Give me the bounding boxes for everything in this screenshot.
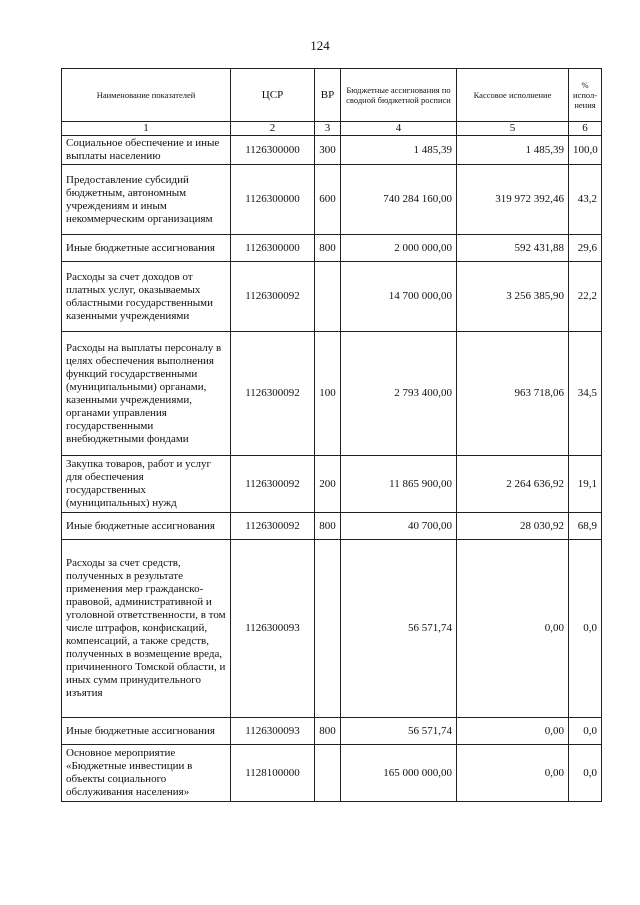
row-name: Предоставление субсидий бюджетным, автономным учреждениям и иным некоммерческим организациям xyxy=(62,165,231,235)
row-pct: 0,0 xyxy=(569,718,602,745)
header-csr: ЦСР xyxy=(231,69,315,122)
column-number: 4 xyxy=(341,122,457,136)
row-budget: 2 793 400,00 xyxy=(341,332,457,456)
row-csr: 1126300093 xyxy=(231,540,315,718)
row-pct: 19,1 xyxy=(569,456,602,513)
table-row xyxy=(62,262,602,332)
row-vr: 300 xyxy=(315,136,341,165)
table-row xyxy=(62,513,602,540)
row-pct: 68,9 xyxy=(569,513,602,540)
row-csr: 1126300000 xyxy=(231,136,315,165)
row-budget: 11 865 900,00 xyxy=(341,456,457,513)
row-vr: 200 xyxy=(315,456,341,513)
column-number: 6 xyxy=(569,122,602,136)
row-pct: 29,6 xyxy=(569,235,602,262)
row-budget: 40 700,00 xyxy=(341,513,457,540)
row-vr xyxy=(315,745,341,802)
table-row xyxy=(62,165,602,235)
row-pct: 43,2 xyxy=(569,165,602,235)
page-number: 124 xyxy=(310,38,330,53)
row-budget: 740 284 160,00 xyxy=(341,165,457,235)
row-name: Расходы за счет доходов от платных услуг, оказываемых областными государственными казенными учреждениями xyxy=(62,262,231,332)
row-pct: 100,0 xyxy=(569,136,602,165)
row-cash: 963 718,06 xyxy=(457,332,569,456)
column-number: 5 xyxy=(457,122,569,136)
row-csr: 1126300000 xyxy=(231,235,315,262)
row-csr: 1126300092 xyxy=(231,456,315,513)
row-budget: 56 571,74 xyxy=(341,718,457,745)
row-budget: 165 000 000,00 xyxy=(341,745,457,802)
row-name: Основное мероприятие «Бюджетные инвестиции в объекты социального обслуживания населения» xyxy=(62,745,231,802)
row-pct: 22,2 xyxy=(569,262,602,332)
table-row xyxy=(62,235,602,262)
column-number: 3 xyxy=(315,122,341,136)
row-csr: 1126300092 xyxy=(231,513,315,540)
table-row xyxy=(62,718,602,745)
row-cash: 0,00 xyxy=(457,745,569,802)
row-cash: 2 264 636,92 xyxy=(457,456,569,513)
row-name: Социальное обеспечение и иные выплаты населению xyxy=(62,136,231,165)
budget-execution-table xyxy=(61,68,602,802)
row-vr: 800 xyxy=(315,718,341,745)
row-name: Иные бюджетные ассигнования xyxy=(62,235,231,262)
row-pct: 0,0 xyxy=(569,745,602,802)
header-pct: % испол-нения xyxy=(569,69,602,122)
row-pct: 0,0 xyxy=(569,540,602,718)
row-name: Закупка товаров, работ и услуг для обеспечения государственных (муниципальных) нужд xyxy=(62,456,231,513)
header-row xyxy=(62,69,602,122)
row-csr: 1128100000 xyxy=(231,745,315,802)
table-row xyxy=(62,540,602,718)
column-number: 2 xyxy=(231,122,315,136)
row-csr: 1126300092 xyxy=(231,332,315,456)
row-name: Иные бюджетные ассигнования xyxy=(62,513,231,540)
column-number-row xyxy=(62,122,602,136)
row-name: Расходы за счет средств, полученных в результате применения мер гражданско-правовой, административной и уголовной ответственности, в том числе штрафов, конфискаций, компенсаций, а также средств, полученных в возмещение вреда, причиненного Томской области, и иных сумм принудительного изъятия xyxy=(62,540,231,718)
row-budget: 14 700 000,00 xyxy=(341,262,457,332)
row-cash: 28 030,92 xyxy=(457,513,569,540)
table-row xyxy=(62,136,602,165)
row-name: Иные бюджетные ассигнования xyxy=(62,718,231,745)
row-vr: 100 xyxy=(315,332,341,456)
table-row xyxy=(62,745,602,802)
header-budget: Бюджетные ассигнования по сводной бюджетной росписи xyxy=(341,69,457,122)
row-pct: 34,5 xyxy=(569,332,602,456)
row-cash: 1 485,39 xyxy=(457,136,569,165)
table-row xyxy=(62,456,602,513)
row-budget: 1 485,39 xyxy=(341,136,457,165)
row-vr xyxy=(315,262,341,332)
row-vr: 600 xyxy=(315,165,341,235)
header-cash: Кассовое исполнение xyxy=(457,69,569,122)
row-cash: 0,00 xyxy=(457,718,569,745)
row-csr: 1126300093 xyxy=(231,718,315,745)
row-cash: 3 256 385,90 xyxy=(457,262,569,332)
row-budget: 2 000 000,00 xyxy=(341,235,457,262)
row-cash: 0,00 xyxy=(457,540,569,718)
row-name: Расходы на выплаты персоналу в целях обеспечения выполнения функций государственными (муниципальными) органами, казенными учреждениями, органами управления государственными внебюджетными фондами xyxy=(62,332,231,456)
row-csr: 1126300092 xyxy=(231,262,315,332)
table-row xyxy=(62,332,602,456)
row-cash: 592 431,88 xyxy=(457,235,569,262)
row-vr xyxy=(315,540,341,718)
header-name: Наименование показателей xyxy=(62,69,231,122)
row-vr: 800 xyxy=(315,235,341,262)
row-csr: 1126300000 xyxy=(231,165,315,235)
row-vr: 800 xyxy=(315,513,341,540)
row-cash: 319 972 392,46 xyxy=(457,165,569,235)
row-budget: 56 571,74 xyxy=(341,540,457,718)
header-vr: ВР xyxy=(315,69,341,122)
column-number: 1 xyxy=(62,122,231,136)
